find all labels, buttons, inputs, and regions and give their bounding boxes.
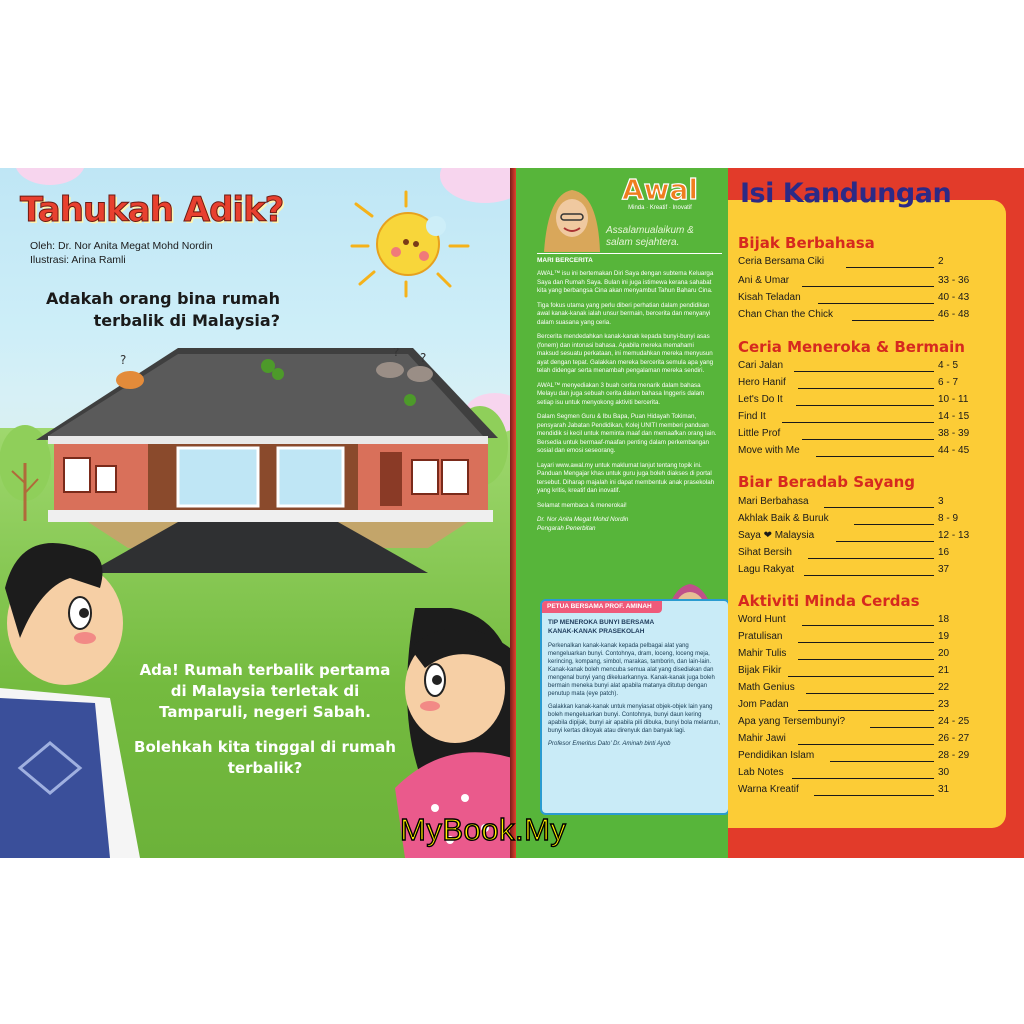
editorial-paragraph: Tiga fokus utama yang perlu diberi perhatian dalam pendidikan awal kanak-kanak ialah unsur bermain, bercerita dan menyanyi dalam suasana yang ceria.: [537, 301, 711, 326]
leader-line: [854, 524, 934, 525]
section-heading: Aktiviti Minda Cerdas: [738, 592, 920, 610]
editorial-paragraph: Bercerita mendedahkan kanak-kanak kepada bunyi-bunyi asas (fonem) dan intonasi bahasa. Apabila mereka memahami maksud sesuatu perkataan, ini memudahkan mereka menyusun ayat dengan tepat. Galakkan mereka bercerita semula apa yang telah didengar serta menambah pengalaman mereka sendiri.: [537, 333, 714, 374]
leader-line: [798, 642, 934, 643]
toc-page-number: 19: [938, 631, 950, 642]
illustrator-credit: Ilustrasi: Arina Ramli: [30, 254, 126, 266]
toc-entry-title: Cari Jalan: [738, 360, 784, 371]
tip-signature: Profesor Emeritus Dato' Dr. Aminah binti Ayob: [548, 741, 671, 747]
toc-entry: [738, 733, 988, 749]
toc-page-number: 33 - 36: [938, 275, 970, 286]
tip-body: [548, 642, 722, 748]
toc-entry: [738, 530, 988, 546]
toc-page-number: 21: [938, 665, 950, 676]
toc-entry-title: Jom Padan: [738, 699, 789, 710]
leader-line: [870, 727, 934, 728]
toc-entry-title: Pendidikan Islam: [738, 750, 815, 761]
toc-page-number: 18: [938, 614, 950, 625]
toc-entry-title: Lagu Rakyat: [738, 564, 795, 575]
toc-page-number: 12 - 13: [938, 530, 970, 541]
answer-line: di Malaysia terletak di: [170, 682, 360, 700]
tip-box: [540, 599, 730, 815]
leader-line: [816, 456, 934, 457]
toc-entry: [738, 614, 988, 630]
toc-entry: [738, 275, 988, 291]
toc-page-number: 23: [938, 699, 950, 710]
toc-page-number: 40 - 43: [938, 292, 970, 303]
tip-paragraph: Galakkan kanak-kanak untuk menyiasat objek-objek lain yang boleh mengeluarkan bunyi. Contohnya, bunyi daun kering apabila dipijak, bunyi air apabila pili dibuka, bunyi bola melantun, bunyi kertas dikoyak atau direnyuk dan banyak lagi.: [548, 704, 721, 734]
leader-line: [802, 625, 934, 626]
toc-entry: [738, 309, 988, 325]
toc-page-number: 22: [938, 682, 950, 693]
toc-entry: [738, 547, 988, 563]
leader-line: [836, 541, 934, 542]
toc-entry-title: Hero Hanif: [738, 377, 786, 388]
toc-entry: [738, 631, 988, 647]
greeting-line: Assalamualaikum &: [606, 225, 694, 236]
toc-entry-title: Akhlak Baik & Buruk: [738, 513, 829, 524]
toc-page-number: 46 - 48: [938, 309, 970, 320]
toc-entry-title: Saya ❤ Malaysia: [738, 530, 815, 541]
leader-line: [782, 422, 934, 423]
toc-entry-title: Word Hunt: [738, 614, 786, 625]
toc-entry: [738, 699, 988, 715]
leader-line: [852, 320, 934, 321]
toc-entry-title: Let's Do It: [738, 394, 783, 405]
toc-page-number: 28 - 29: [938, 750, 970, 761]
leader-line: [830, 761, 934, 762]
toc-entry: [738, 767, 988, 783]
tip-title-line: KANAK-KANAK PRASEKOLAH: [548, 628, 645, 635]
logo-tagline: Minda · Kreatif · Inovatif: [628, 205, 692, 211]
editorial-body: [537, 270, 717, 533]
leader-line: [798, 659, 934, 660]
toc-entry-title: Bijak Fikir: [738, 665, 782, 676]
toc-page-number: 14 - 15: [938, 411, 970, 422]
toc-entry: [738, 394, 988, 410]
leader-line: [808, 558, 934, 559]
toc-entry: [738, 716, 988, 732]
toc-page-number: 38 - 39: [938, 428, 970, 439]
logo-wordmark: Awal: [621, 173, 699, 206]
toc-page-number: 30: [938, 767, 950, 778]
toc-entry-title: Sihat Bersih: [738, 547, 792, 558]
section-heading: Biar Beradab Sayang: [738, 473, 916, 491]
toc-entry-title: Little Prof: [738, 428, 781, 439]
toc-page-number: 8 - 9: [938, 513, 959, 524]
boy-character-illustration: [0, 528, 150, 858]
leader-line: [798, 388, 934, 389]
toc-entry-title: Ceria Bersama Ciki: [738, 256, 825, 267]
leader-line: [792, 778, 934, 779]
toc-page-number: 24 - 25: [938, 716, 970, 727]
leader-line: [818, 303, 934, 304]
signature-title: Pengarah Penerbitan: [537, 524, 596, 532]
tip-header: PETUA BERSAMA PROF. AMINAH: [547, 603, 652, 610]
tip-title-line: TIP MENEROKA BUNYI BERSAMA: [548, 619, 655, 626]
toc-entry: [738, 682, 988, 698]
answer-line: Bolehkah kita tinggal di rumah: [134, 738, 396, 756]
toc-page-number: 37: [938, 564, 950, 575]
toc-entry-title: Mahir Tulis: [738, 648, 787, 659]
toc-page-number: 16: [938, 547, 950, 558]
question-line: Adakah orang bina rumah: [46, 289, 280, 308]
leader-line: [806, 693, 934, 694]
toc-entry: [738, 665, 988, 681]
toc-entry: [738, 360, 988, 376]
editorial-paragraph: Selamat membaca & menerokai!: [537, 501, 627, 509]
svg-text:?: ?: [393, 348, 400, 359]
editorial-paragraph: AWAL™ menyediakan 3 buah cerita menarik dalam bahasa Melayu dan juga sebuah cerita dalam bahasa Inggeris dalam setiap isu untuk menyokong aktiviti bercerita.: [537, 381, 705, 406]
toc-entry: [738, 513, 988, 529]
toc-entry-title: Chan Chan the Chick: [738, 309, 834, 320]
question-text: [40, 288, 280, 332]
left-page-illustration: [0, 168, 512, 858]
sun-icon: [346, 188, 476, 300]
leader-line: [798, 710, 934, 711]
greeting-line: salam sejahtera.: [606, 237, 680, 248]
toc-entry: [738, 256, 988, 272]
toc-entry: [738, 496, 988, 512]
toc-entry-title: Ani & Umar: [738, 275, 790, 286]
section-heading: Bijak Berbahasa: [738, 234, 875, 252]
greeting: [606, 225, 694, 249]
leader-line: [798, 744, 934, 745]
tip-title: [548, 618, 654, 636]
toc-entry-title: Apa yang Tersembunyi?: [738, 716, 846, 727]
section-label: MARI BERCERITA: [537, 253, 722, 264]
toc-page-number: 31: [938, 784, 950, 795]
toc-entry-title: Math Genius: [738, 682, 795, 693]
toc-entry-title: Warna Kreatif: [738, 784, 799, 795]
leader-line: [804, 575, 934, 576]
toc-entry-title: Find It: [738, 411, 766, 422]
leader-line: [824, 507, 934, 508]
leader-line: [802, 439, 934, 440]
toc-page-number: 3: [938, 496, 944, 507]
contents-title: Isi Kandungan: [740, 178, 952, 209]
editorial-paragraph: Dalam Segmen Guru & Ibu Bapa, Puan Hidayah Tokiman, pensyarah Jabatan Pendidikan, Kolej UNITI memberi panduan mendidik si kecil untuk meminta maaf dan memaafkan orang lain. Bersedia untuk bermaaf-maafan penting dalam perkembangan sosial dan emosi seseorang.: [537, 413, 717, 454]
toc-page-number: 26 - 27: [938, 733, 970, 744]
editor-portrait-image: [540, 184, 604, 252]
toc-entry: [738, 648, 988, 664]
toc-entry: [738, 377, 988, 393]
answer-line: terbalik?: [227, 759, 303, 777]
watermark: MyBook.My: [400, 812, 567, 847]
answer-line: Ada! Rumah terbalik pertama: [139, 661, 391, 679]
cloud: [15, 168, 85, 185]
svg-text:?: ?: [120, 353, 127, 367]
toc-entry: [738, 411, 988, 427]
leader-line: [814, 795, 934, 796]
signature-name: Dr. Nor Anita Megat Mohd Nordin: [537, 516, 629, 523]
toc-page-number: 6 - 7: [938, 377, 959, 388]
toc-entry: [738, 292, 988, 308]
editorial-paragraph: AWAL™ isu ini bertemakan Diri Saya dengan subtema Keluarga Saya dan Rumah Saya. Bulan ini juga istimewa kerana sahabat kita yang berbangsa Cina akan menyambut Tahun Baharu Cina.: [537, 270, 714, 294]
toc-page-number: 4 - 5: [938, 360, 959, 371]
toc-entry-title: Move with Me: [738, 445, 800, 456]
toc-entry: [738, 784, 988, 800]
story-title: Tahukah Adik?: [20, 190, 284, 230]
toc-entry: [738, 445, 988, 461]
leader-line: [788, 676, 934, 677]
toc-page-number: 20: [938, 648, 950, 659]
toc-page-number: 10 - 11: [938, 394, 969, 405]
tip-paragraph: Perkenalkan kanak-kanak kepada pelbagai alat yang mengeluarkan bunyi. Contohnya, dram, loceng, loceng meja, kerincing, kompang, simbol, marakas, tamborin, dan lain-lain. Kanak-kanak boleh mencuba semua alat yang disediakan dan mengenal bunyi yang dikeluarkannya. Kanak-kanak juga boleh bermain meneka bunyi alat apabila matanya ditutup dengan penutup mata (eye patch).: [548, 643, 715, 697]
leader-line: [846, 267, 934, 268]
awal-logo: [606, 175, 714, 211]
toc-entry-title: Pratulisan: [738, 631, 783, 642]
leader-line: [794, 371, 934, 372]
svg-text:?: ?: [420, 351, 427, 365]
toc-entry-title: Kisah Teladan: [738, 292, 801, 303]
answer-line: Tamparuli, negeri Sabah.: [159, 703, 371, 721]
section-heading: Ceria Meneroka & Bermain: [738, 338, 965, 356]
leader-line: [802, 286, 934, 287]
author-credit: Oleh: Dr. Nor Anita Megat Mohd Nordin: [30, 240, 213, 252]
leader-line: [796, 405, 934, 406]
toc-page-number: 2: [938, 256, 944, 267]
answer-text: [130, 660, 400, 779]
toc-entry: [738, 428, 988, 444]
toc-entry: [738, 750, 988, 766]
editorial-paragraph: Layari www.awal.my untuk maklumat lanjut tentang topik ini. Panduan Mengajar khas untuk guru juga boleh diakses di portal tersebut. Diharap majalah ini dapat membentuk anak prasekolah yang kritis, kreatif dan inovatif.: [537, 461, 715, 494]
toc-entry-title: Mari Berbahasa: [738, 496, 809, 507]
toc-entry-title: Lab Notes: [738, 767, 784, 778]
toc-entry-title: Mahir Jawi: [738, 733, 786, 744]
toc-page-number: 44 - 45: [938, 445, 970, 456]
question-line: terbalik di Malaysia?: [93, 311, 280, 330]
toc-entry: [738, 564, 988, 580]
